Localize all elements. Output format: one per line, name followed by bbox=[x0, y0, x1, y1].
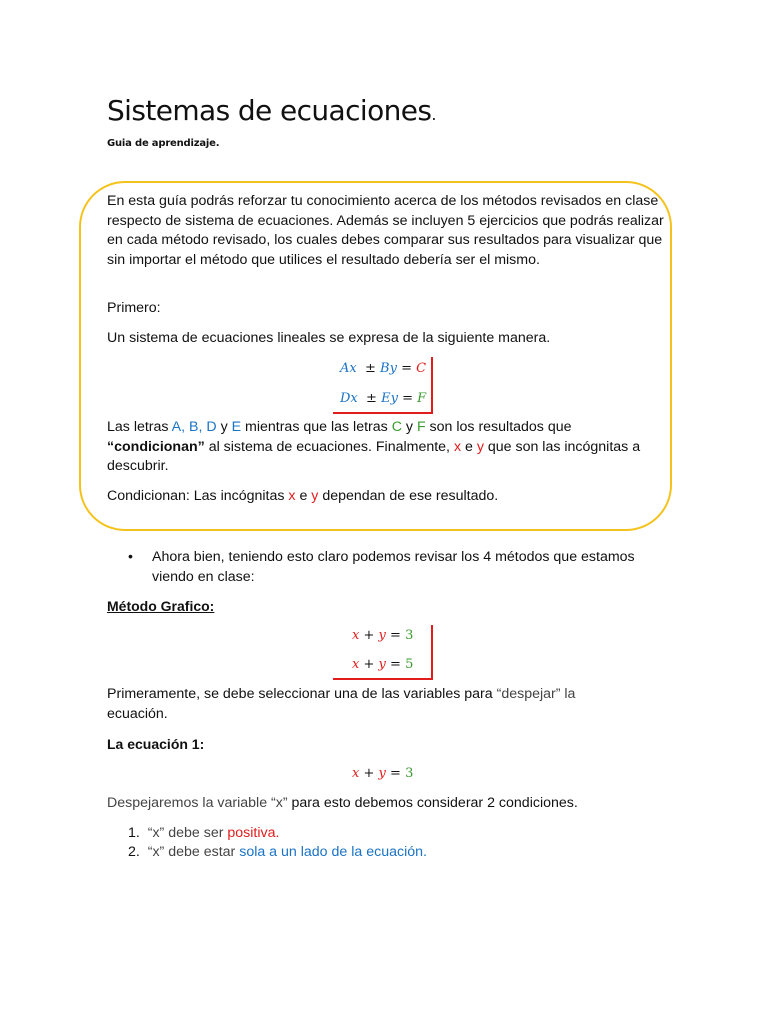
grafico-bracket-vertical bbox=[431, 625, 433, 680]
despejaremos-paragraph: Despejaremos la variable “x” para esto debemos considerar 2 condiciones. bbox=[107, 795, 578, 811]
title-dot: . bbox=[431, 105, 436, 124]
equation-general-2: Dx ± Ey = F bbox=[340, 391, 427, 406]
primeramente-paragraph: Primeramente, se debe seleccionar una de las variables para “despejar” la ecuación. bbox=[107, 686, 576, 722]
page-subtitle: Guia de aprendizaje. bbox=[107, 138, 220, 149]
ecuacion-1-heading: La ecuación 1: bbox=[107, 736, 205, 752]
equation-bracket-horizontal bbox=[333, 412, 433, 414]
grafico-bracket-horizontal bbox=[333, 678, 433, 680]
primero-label: Primero: bbox=[107, 300, 161, 316]
page-title: Sistemas de ecuaciones. bbox=[107, 94, 436, 127]
equation-grafico-2: x + y = 5 bbox=[352, 657, 414, 672]
intro-paragraph: En esta guía podrás reforzar tu conocimiento acerca de los métodos revisados en clase respecto de sistema de ecuaciones. Además se incluyen 5 ejercicios que podrás realizar en cada método revisado, los cuales debes comparar sus resultados para visualizar que sin importar el método que utilices el resultado debería ser el mismo. bbox=[107, 193, 664, 269]
bullet-dot: • bbox=[128, 549, 133, 565]
equation-bracket-vertical bbox=[431, 357, 433, 414]
equation-grafico-1: x + y = 3 bbox=[352, 628, 414, 643]
list-item: 2. “x” debe estar sola a un lado de la ecuación. bbox=[128, 844, 427, 860]
metodo-grafico-heading: Método Grafico: bbox=[107, 598, 215, 614]
sistema-paragraph: Un sistema de ecuaciones lineales se expresa de la siguiente manera. bbox=[107, 330, 551, 346]
letras-paragraph: Las letras A, B, D y E mientras que las letras C y F son los resultados que “condicionan” al sistema de ecuaciones. Finalmente, x e y que son las incógnitas a descubrir. bbox=[107, 419, 641, 475]
bullet-text: Ahora bien, teniendo esto claro podemos revisar los 4 métodos que estamos viendo en clase: bbox=[152, 549, 635, 585]
equation-ecuacion-1: x + y = 3 bbox=[352, 766, 414, 781]
equation-general-1: Ax ± By = C bbox=[340, 361, 427, 376]
list-item: 1. “x” debe ser positiva. bbox=[128, 825, 280, 841]
condicionan-paragraph: Condicionan: Las incógnitas x e y dependan de ese resultado. bbox=[107, 488, 499, 504]
